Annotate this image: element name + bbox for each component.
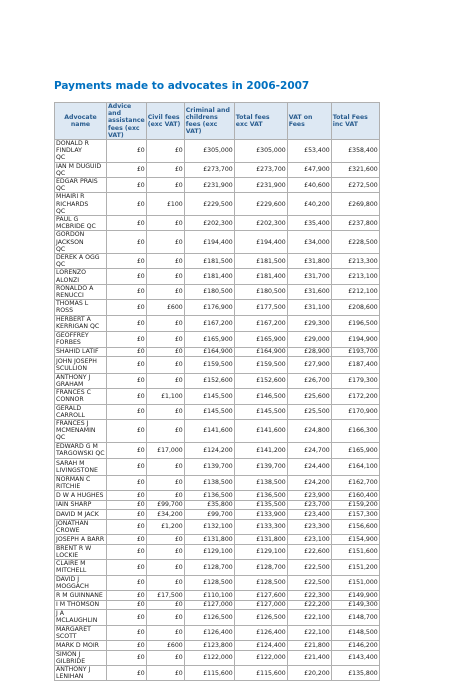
table-header: [55, 103, 380, 140]
advice-assistance-fees-cell: £0: [107, 140, 147, 163]
total-fees-exc-vat-cell: £273,700: [234, 162, 287, 177]
criminal-childrens-fees-cell: £139,700: [184, 459, 234, 476]
vat-on-fees-cell: £27,900: [287, 357, 331, 374]
criminal-childrens-fees-cell: £128,700: [184, 560, 234, 575]
vat-on-fees-cell: £40,600: [287, 178, 331, 193]
table-row: [55, 373, 380, 388]
advice-assistance-fees-cell: £0: [107, 625, 147, 640]
vat-on-fees-cell: £22,300: [287, 590, 331, 600]
civil-fees-cell: £0: [146, 254, 184, 269]
total-fees-inc-vat-cell: £160,400: [331, 490, 379, 500]
table-row: [55, 284, 380, 299]
criminal-childrens-fees-cell: £202,300: [184, 216, 234, 231]
vat-on-fees-cell: £34,000: [287, 231, 331, 254]
table-row: [55, 254, 380, 269]
total-fees-exc-vat-cell: £133,900: [234, 510, 287, 520]
civil-fees-cell: £0: [146, 490, 184, 500]
total-fees-exc-vat-cell: £180,500: [234, 284, 287, 299]
vat-on-fees-cell: £22,100: [287, 610, 331, 625]
vat-on-fees-cell: £22,100: [287, 625, 331, 640]
vat-on-fees-cell: £28,900: [287, 347, 331, 357]
advice-assistance-fees-cell: £0: [107, 162, 147, 177]
total-fees-exc-vat-cell: £115,600: [234, 665, 287, 680]
column-header-total-fees-exc-vat: Total fees exc VAT: [234, 103, 287, 140]
advocate-name-cell: CLAIRE M MITCHELL: [55, 560, 107, 575]
civil-fees-cell: £0: [146, 560, 184, 575]
advocate-name-cell: JONATHAN CROWE: [55, 519, 107, 534]
advocate-name-cell: DAVID J MOGGACH: [55, 575, 107, 590]
civil-fees-cell: £0: [146, 315, 184, 332]
vat-on-fees-cell: £53,400: [287, 140, 331, 163]
criminal-childrens-fees-cell: £159,500: [184, 357, 234, 374]
advocate-name-cell: D W A HUGHES: [55, 490, 107, 500]
table-row: [55, 519, 380, 534]
criminal-childrens-fees-cell: £99,700: [184, 510, 234, 520]
table-row: [55, 442, 380, 459]
advice-assistance-fees-cell: £0: [107, 610, 147, 625]
total-fees-exc-vat-cell: £194,400: [234, 231, 287, 254]
total-fees-exc-vat-cell: £177,500: [234, 300, 287, 315]
advice-assistance-fees-cell: £0: [107, 419, 147, 442]
table-row: [55, 510, 380, 520]
criminal-childrens-fees-cell: £231,900: [184, 178, 234, 193]
advocate-name-cell: I M THOMSON: [55, 600, 107, 610]
table-row: [55, 500, 380, 510]
total-fees-inc-vat-cell: £187,400: [331, 357, 379, 374]
total-fees-exc-vat-cell: £139,700: [234, 459, 287, 476]
advocate-name-cell: GEOFFREY FORBES: [55, 332, 107, 347]
total-fees-exc-vat-cell: £138,500: [234, 475, 287, 490]
total-fees-exc-vat-cell: £122,000: [234, 650, 287, 665]
advice-assistance-fees-cell: £0: [107, 590, 147, 600]
column-header-vat-on-fees: VAT on Fees: [287, 103, 331, 140]
civil-fees-cell: £0: [146, 459, 184, 476]
criminal-childrens-fees-cell: £180,500: [184, 284, 234, 299]
vat-on-fees-cell: £22,200: [287, 600, 331, 610]
advocate-name-cell: DONALD R FINDLAY QC: [55, 140, 107, 163]
advocate-name-cell: EDGAR PRAIS QC: [55, 178, 107, 193]
column-header-advocate-name: Advocate name: [55, 103, 107, 140]
criminal-childrens-fees-cell: £136,500: [184, 490, 234, 500]
criminal-childrens-fees-cell: £127,000: [184, 600, 234, 610]
total-fees-exc-vat-cell: £181,400: [234, 269, 287, 284]
civil-fees-cell: £0: [146, 357, 184, 374]
total-fees-inc-vat-cell: £151,000: [331, 575, 379, 590]
vat-on-fees-cell: £47,900: [287, 162, 331, 177]
criminal-childrens-fees-cell: £176,900: [184, 300, 234, 315]
civil-fees-cell: £99,700: [146, 500, 184, 510]
advice-assistance-fees-cell: £0: [107, 510, 147, 520]
civil-fees-cell: £0: [146, 347, 184, 357]
criminal-childrens-fees-cell: £132,100: [184, 519, 234, 534]
table-row: [55, 459, 380, 476]
total-fees-exc-vat-cell: £146,500: [234, 389, 287, 404]
total-fees-inc-vat-cell: £194,900: [331, 332, 379, 347]
criminal-childrens-fees-cell: £145,500: [184, 404, 234, 419]
criminal-childrens-fees-cell: £129,100: [184, 544, 234, 559]
civil-fees-cell: £0: [146, 544, 184, 559]
civil-fees-cell: £0: [146, 231, 184, 254]
vat-on-fees-cell: £24,800: [287, 419, 331, 442]
criminal-childrens-fees-cell: £35,800: [184, 500, 234, 510]
advocate-name-cell: ANTHONY J LENIHAN: [55, 665, 107, 680]
table-row: [55, 419, 380, 442]
criminal-childrens-fees-cell: £138,500: [184, 475, 234, 490]
advocate-name-cell: IAN M DUGUID QC: [55, 162, 107, 177]
total-fees-inc-vat-cell: £166,300: [331, 419, 379, 442]
total-fees-inc-vat-cell: £148,700: [331, 610, 379, 625]
total-fees-exc-vat-cell: £152,600: [234, 373, 287, 388]
criminal-childrens-fees-cell: £165,900: [184, 332, 234, 347]
total-fees-inc-vat-cell: £321,600: [331, 162, 379, 177]
civil-fees-cell: £1,200: [146, 519, 184, 534]
advice-assistance-fees-cell: £0: [107, 357, 147, 374]
advocate-name-cell: MARK D MOIR: [55, 640, 107, 650]
civil-fees-cell: £600: [146, 640, 184, 650]
total-fees-exc-vat-cell: £135,500: [234, 500, 287, 510]
table-row: [55, 193, 380, 216]
total-fees-inc-vat-cell: £272,500: [331, 178, 379, 193]
total-fees-exc-vat-cell: £165,900: [234, 332, 287, 347]
total-fees-exc-vat-cell: £181,500: [234, 254, 287, 269]
advocate-name-cell: GERALD CARROLL: [55, 404, 107, 419]
vat-on-fees-cell: £24,200: [287, 475, 331, 490]
criminal-childrens-fees-cell: £110,100: [184, 590, 234, 600]
total-fees-inc-vat-cell: £165,900: [331, 442, 379, 459]
total-fees-inc-vat-cell: £213,300: [331, 254, 379, 269]
advocate-name-cell: R M GUINNANE: [55, 590, 107, 600]
vat-on-fees-cell: £25,600: [287, 389, 331, 404]
civil-fees-cell: £0: [146, 332, 184, 347]
total-fees-inc-vat-cell: £172,200: [331, 389, 379, 404]
advice-assistance-fees-cell: £0: [107, 442, 147, 459]
advice-assistance-fees-cell: £0: [107, 332, 147, 347]
table-row: [55, 475, 380, 490]
advocate-name-cell: PAUL G MCBRIDE QC: [55, 216, 107, 231]
advocate-name-cell: EDWARD G M TARGOWSKI QC: [56, 443, 105, 458]
advocate-name-cell: SIMON J GILBRIDE: [55, 650, 107, 665]
advocate-name-cell: SHAHID LATIF: [55, 347, 107, 357]
total-fees-inc-vat-cell: £157,300: [331, 510, 379, 520]
table-row: [55, 269, 380, 284]
vat-on-fees-cell: £29,300: [287, 315, 331, 332]
advocate-name-cell: NORMAN C RITCHIE: [55, 475, 107, 490]
column-header-criminal-childrens-fees: Criminal and childrens fees (exc VAT): [184, 103, 234, 140]
advocate-name-cell: JOHN JOSEPH SCULLION: [55, 357, 107, 374]
vat-on-fees-cell: £40,200: [287, 193, 331, 216]
advice-assistance-fees-cell: £0: [107, 231, 147, 254]
advice-assistance-fees-cell: £0: [107, 475, 147, 490]
advice-assistance-fees-cell: £0: [107, 600, 147, 610]
criminal-childrens-fees-cell: £123,800: [184, 640, 234, 650]
vat-on-fees-cell: £23,300: [287, 519, 331, 534]
vat-on-fees-cell: £22,500: [287, 560, 331, 575]
total-fees-exc-vat-cell: £126,400: [234, 625, 287, 640]
total-fees-inc-vat-cell: £149,300: [331, 600, 379, 610]
civil-fees-cell: £34,200: [146, 510, 184, 520]
civil-fees-cell: £0: [146, 625, 184, 640]
criminal-childrens-fees-cell: £126,400: [184, 625, 234, 640]
civil-fees-cell: £600: [146, 300, 184, 315]
table-row: [55, 650, 380, 665]
column-header-advice-assistance-fees: Advice and assistance fees (exc VAT): [108, 103, 145, 139]
total-fees-inc-vat-cell: £159,200: [331, 500, 379, 510]
table-row: [55, 610, 380, 625]
advocate-name-cell: FRANCES J MCMENAMIN QC: [55, 419, 107, 442]
total-fees-inc-vat-cell: £151,600: [331, 544, 379, 559]
vat-on-fees-cell: £25,500: [287, 404, 331, 419]
table-row: [55, 640, 380, 650]
advice-assistance-fees-cell: £0: [107, 650, 147, 665]
total-fees-exc-vat-cell: £145,500: [234, 404, 287, 419]
advocate-name-cell: MHAIRI R RICHARDS QC: [55, 193, 107, 216]
vat-on-fees-cell: £31,800: [287, 254, 331, 269]
total-fees-inc-vat-cell: £149,900: [331, 590, 379, 600]
civil-fees-cell: £0: [146, 373, 184, 388]
criminal-childrens-fees-cell: £305,000: [184, 140, 234, 163]
table-row: [55, 162, 380, 177]
total-fees-inc-vat-cell: £151,200: [331, 560, 379, 575]
table-row: [55, 544, 380, 559]
advocate-name-cell: DEREK A OGG QC: [55, 254, 107, 269]
total-fees-exc-vat-cell: £129,100: [234, 544, 287, 559]
table-row: [55, 140, 380, 163]
table-row: [55, 178, 380, 193]
advocate-name-cell: JOSEPH A BARR: [55, 535, 107, 545]
total-fees-exc-vat-cell: £229,600: [234, 193, 287, 216]
advocate-name-cell: GORDON JACKSON QC: [55, 231, 107, 254]
total-fees-inc-vat-cell: £162,700: [331, 475, 379, 490]
civil-fees-cell: £0: [146, 404, 184, 419]
advice-assistance-fees-cell: £0: [107, 404, 147, 419]
advice-assistance-fees-cell: £0: [107, 544, 147, 559]
total-fees-inc-vat-cell: £143,400: [331, 650, 379, 665]
advice-assistance-fees-cell: £0: [107, 389, 147, 404]
civil-fees-cell: £0: [146, 535, 184, 545]
advice-assistance-fees-cell: £0: [107, 373, 147, 388]
criminal-childrens-fees-cell: £131,800: [184, 535, 234, 545]
civil-fees-cell: £0: [146, 475, 184, 490]
total-fees-exc-vat-cell: £231,900: [234, 178, 287, 193]
advice-assistance-fees-cell: £0: [107, 315, 147, 332]
vat-on-fees-cell: £31,100: [287, 300, 331, 315]
table-row: [55, 535, 380, 545]
criminal-childrens-fees-cell: £181,400: [184, 269, 234, 284]
total-fees-inc-vat-cell: £135,800: [331, 665, 379, 680]
total-fees-inc-vat-cell: £212,100: [331, 284, 379, 299]
total-fees-exc-vat-cell: £159,500: [234, 357, 287, 374]
advocate-name-cell: FRANCES C CONNOR: [55, 389, 107, 404]
table-row: [55, 575, 380, 590]
table-row: [55, 404, 380, 419]
civil-fees-cell: £0: [146, 665, 184, 680]
advice-assistance-fees-cell: £0: [107, 640, 147, 650]
total-fees-inc-vat-cell: £156,600: [331, 519, 379, 534]
table-row: [55, 315, 380, 332]
advice-assistance-fees-cell: £0: [107, 535, 147, 545]
vat-on-fees-cell: £24,400: [287, 459, 331, 476]
table-row: [55, 600, 380, 610]
table-row: [55, 560, 380, 575]
vat-on-fees-cell: £22,600: [287, 544, 331, 559]
table-row: [55, 347, 380, 357]
criminal-childrens-fees-cell: £181,500: [184, 254, 234, 269]
advice-assistance-fees-cell: £0: [107, 459, 147, 476]
advice-assistance-fees-cell: £0: [107, 347, 147, 357]
table-row: [55, 300, 380, 315]
total-fees-inc-vat-cell: £154,900: [331, 535, 379, 545]
civil-fees-cell: £1,100: [146, 389, 184, 404]
total-fees-exc-vat-cell: £202,300: [234, 216, 287, 231]
advocate-name-cell: J A MCLAUGHLIN: [55, 610, 107, 625]
civil-fees-cell: £0: [146, 575, 184, 590]
total-fees-inc-vat-cell: £170,900: [331, 404, 379, 419]
civil-fees-cell: £0: [146, 269, 184, 284]
criminal-childrens-fees-cell: £229,500: [184, 193, 234, 216]
civil-fees-cell: £0: [146, 216, 184, 231]
table-body: [55, 140, 380, 681]
vat-on-fees-cell: £23,100: [287, 535, 331, 545]
advice-assistance-fees-cell: £0: [107, 269, 147, 284]
total-fees-exc-vat-cell: £128,700: [234, 560, 287, 575]
criminal-childrens-fees-cell: £126,500: [184, 610, 234, 625]
criminal-childrens-fees-cell: £273,700: [184, 162, 234, 177]
advice-assistance-fees-cell: £0: [107, 254, 147, 269]
total-fees-exc-vat-cell: £136,500: [234, 490, 287, 500]
advocate-name-cell: IAIN SHARP: [55, 500, 107, 510]
civil-fees-cell: £0: [146, 162, 184, 177]
table-row: [55, 590, 380, 600]
advocate-name-cell: LORENZO ALONZI: [55, 269, 107, 284]
vat-on-fees-cell: £23,700: [287, 500, 331, 510]
advocate-name-cell: THOMAS L ROSS: [55, 300, 107, 315]
total-fees-inc-vat-cell: £146,200: [331, 640, 379, 650]
criminal-childrens-fees-cell: £141,600: [184, 419, 234, 442]
payments-table: [54, 102, 380, 681]
civil-fees-cell: £0: [146, 178, 184, 193]
total-fees-exc-vat-cell: £131,800: [234, 535, 287, 545]
advocate-name-cell: SARAH M LIVINGSTONE: [55, 459, 107, 476]
total-fees-exc-vat-cell: £126,500: [234, 610, 287, 625]
total-fees-inc-vat-cell: £237,800: [331, 216, 379, 231]
criminal-childrens-fees-cell: £128,500: [184, 575, 234, 590]
total-fees-inc-vat-cell: £179,300: [331, 373, 379, 388]
table-row: [55, 332, 380, 347]
vat-on-fees-cell: £35,400: [287, 216, 331, 231]
civil-fees-cell: £0: [146, 419, 184, 442]
table-row: [55, 231, 380, 254]
criminal-childrens-fees-cell: £145,500: [184, 389, 234, 404]
advice-assistance-fees-cell: £0: [107, 560, 147, 575]
vat-on-fees-cell: £23,900: [287, 490, 331, 500]
table-row: [55, 490, 380, 500]
total-fees-exc-vat-cell: £133,300: [234, 519, 287, 534]
advice-assistance-fees-cell: £0: [107, 500, 147, 510]
criminal-childrens-fees-cell: £194,400: [184, 231, 234, 254]
table-row: [55, 357, 380, 374]
vat-on-fees-cell: £23,400: [287, 510, 331, 520]
civil-fees-cell: £0: [146, 140, 184, 163]
advice-assistance-fees-cell: £0: [107, 300, 147, 315]
vat-on-fees-cell: £31,600: [287, 284, 331, 299]
vat-on-fees-cell: £22,500: [287, 575, 331, 590]
total-fees-inc-vat-cell: £208,600: [331, 300, 379, 315]
total-fees-inc-vat-cell: £148,500: [331, 625, 379, 640]
civil-fees-cell: £100: [146, 193, 184, 216]
total-fees-inc-vat-cell: £228,500: [331, 231, 379, 254]
total-fees-inc-vat-cell: £213,100: [331, 269, 379, 284]
advocate-name-cell: HERBERT A KERRIGAN QC: [55, 315, 107, 332]
vat-on-fees-cell: £26,700: [287, 373, 331, 388]
vat-on-fees-cell: £31,700: [287, 269, 331, 284]
total-fees-exc-vat-cell: £124,400: [234, 640, 287, 650]
column-header-total-fees-inc-vat: Total Fees inc VAT: [331, 103, 379, 140]
advice-assistance-fees-cell: £0: [107, 284, 147, 299]
table-row: [55, 665, 380, 680]
civil-fees-cell: £17,000: [146, 442, 184, 459]
total-fees-exc-vat-cell: £127,000: [234, 600, 287, 610]
total-fees-inc-vat-cell: £358,400: [331, 140, 379, 163]
advice-assistance-fees-cell: £0: [107, 665, 147, 680]
total-fees-exc-vat-cell: £167,200: [234, 315, 287, 332]
civil-fees-cell: £0: [146, 610, 184, 625]
criminal-childrens-fees-cell: £152,600: [184, 373, 234, 388]
advocate-name-cell: BRENT R W LOCKIE: [55, 544, 107, 559]
advice-assistance-fees-cell: £0: [107, 178, 147, 193]
vat-on-fees-cell: £21,400: [287, 650, 331, 665]
criminal-childrens-fees-cell: £122,000: [184, 650, 234, 665]
page-title: Payments made to advocates in 2006-2007: [54, 80, 310, 92]
vat-on-fees-cell: £20,200: [287, 665, 331, 680]
total-fees-exc-vat-cell: £164,900: [234, 347, 287, 357]
advice-assistance-fees-cell: £0: [107, 216, 147, 231]
total-fees-inc-vat-cell: £196,500: [331, 315, 379, 332]
civil-fees-cell: £17,500: [146, 590, 184, 600]
civil-fees-cell: £0: [146, 600, 184, 610]
advice-assistance-fees-cell: £0: [107, 519, 147, 534]
total-fees-exc-vat-cell: £127,600: [234, 590, 287, 600]
total-fees-inc-vat-cell: £164,100: [331, 459, 379, 476]
table-row: [55, 389, 380, 404]
criminal-childrens-fees-cell: £164,900: [184, 347, 234, 357]
table-row: [55, 216, 380, 231]
criminal-childrens-fees-cell: £115,600: [184, 665, 234, 680]
advocate-name-cell: RONALDO A RENUCCI: [55, 284, 107, 299]
advocate-name-cell: MARGARET SCOTT: [55, 625, 107, 640]
civil-fees-cell: £0: [146, 650, 184, 665]
vat-on-fees-cell: £29,000: [287, 332, 331, 347]
total-fees-exc-vat-cell: £141,600: [234, 419, 287, 442]
total-fees-exc-vat-cell: £128,500: [234, 575, 287, 590]
advice-assistance-fees-cell: £0: [107, 490, 147, 500]
vat-on-fees-cell: £24,700: [287, 442, 331, 459]
total-fees-exc-vat-cell: £305,000: [234, 140, 287, 163]
table-row: [55, 625, 380, 640]
criminal-childrens-fees-cell: £167,200: [184, 315, 234, 332]
advice-assistance-fees-cell: £0: [107, 575, 147, 590]
advocate-name-cell: DAVID M JACK: [55, 510, 107, 520]
criminal-childrens-fees-cell: £124,200: [184, 442, 234, 459]
total-fees-inc-vat-cell: £269,800: [331, 193, 379, 216]
total-fees-inc-vat-cell: £193,700: [331, 347, 379, 357]
column-header-civil-fees: Civil fees (exc VAT): [146, 103, 184, 140]
total-fees-exc-vat-cell: £141,200: [234, 442, 287, 459]
advice-assistance-fees-cell: £0: [107, 193, 147, 216]
vat-on-fees-cell: £21,800: [287, 640, 331, 650]
civil-fees-cell: £0: [146, 284, 184, 299]
advocate-name-cell: ANTHONY J GRAHAM: [55, 373, 107, 388]
